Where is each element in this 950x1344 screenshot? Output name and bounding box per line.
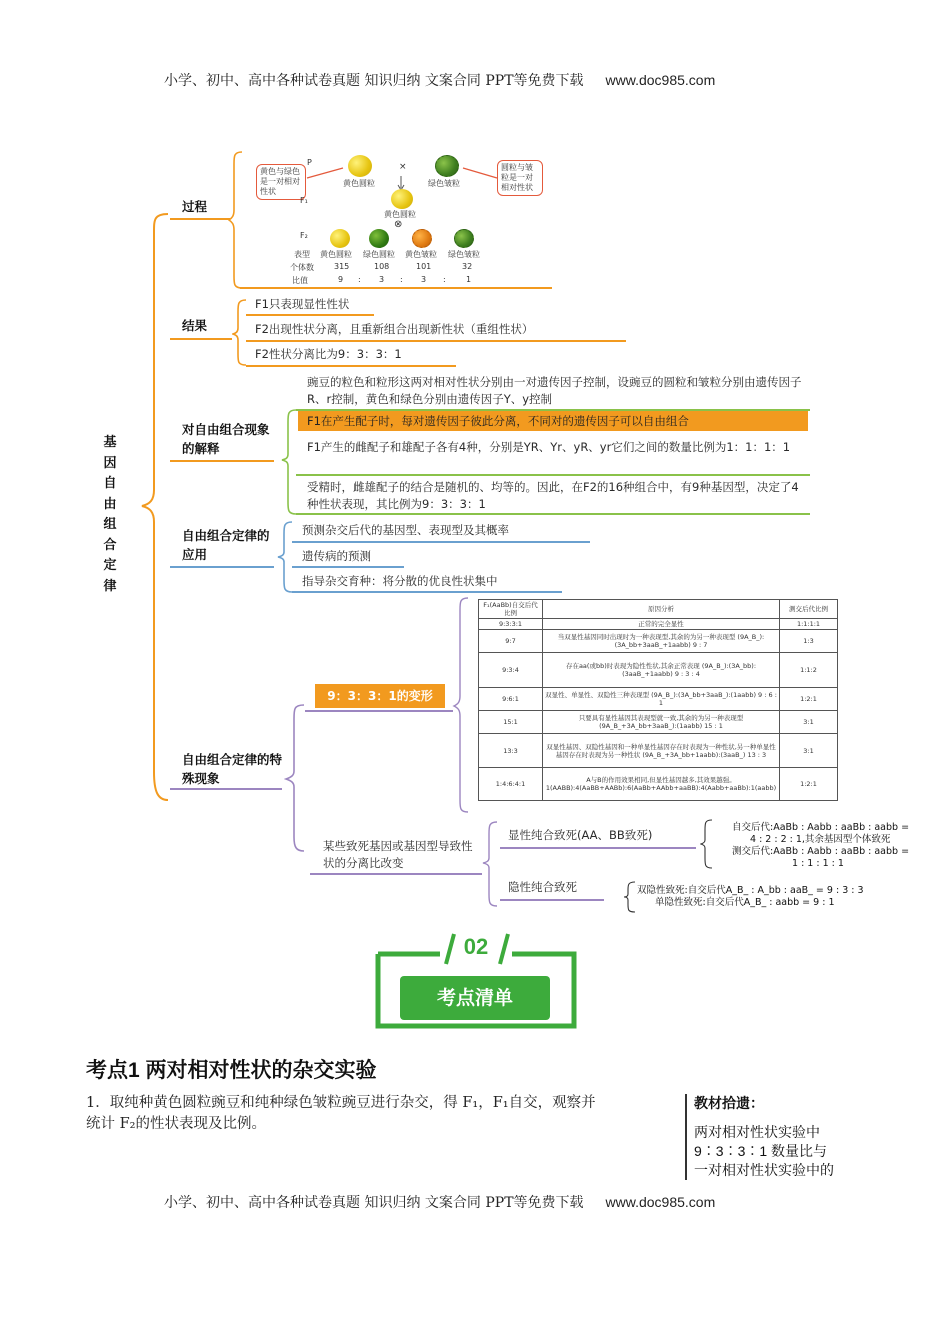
application-underline	[170, 566, 274, 568]
cell-analysis-2: 存在aa(或bb)时表现为隐性性状,其余正常表现 (9A_B_):(3A_bb):(3aaB_+1aabb) 9 : 3 : 4	[543, 653, 780, 688]
f1-phenotype: 黄色圆粒	[384, 210, 416, 219]
special-underline	[170, 788, 282, 790]
cell-test-3: 1:2:1	[780, 688, 838, 711]
pea-f2-yellow-wrinkled	[412, 229, 432, 248]
f2-ratio-4: 1	[466, 275, 472, 284]
cell-ratio-1: 9:7	[479, 630, 543, 653]
cell-test-2: 1:1:2	[780, 653, 838, 688]
dominant-line	[500, 847, 696, 849]
f2-ratio-2: 3	[379, 275, 385, 284]
th-analysis: 原因分析	[543, 600, 780, 619]
result-brace	[232, 298, 248, 368]
recessive-lethal-label: 隐性纯合致死	[508, 880, 577, 894]
special-label: 自由组合定律的特殊现象	[182, 753, 283, 786]
pea-green-wrinkled-parent	[435, 155, 459, 177]
recessive-detail-1: 双隐性致死:自交后代A_B_ : A_bb : aaB_ = 9 : 3 : 3	[637, 885, 864, 896]
cell-test-5: 3:1	[780, 734, 838, 768]
pea-f2-green-wrinkled	[454, 229, 474, 248]
ratio-colon-3: :	[443, 275, 446, 284]
cell-analysis-6: A与B的作用效果相同,但显性基因越多,其效果越强。1(AABB):4(AaBB+AABb):6(AaBb+AAbb+aaBB):4(Aabb+aaBb):1(aabb)	[543, 768, 780, 801]
cell-ratio-3: 9:6:1	[479, 688, 543, 711]
explanation-item-3-line	[296, 513, 810, 515]
cell-analysis-1: 当双显性基因同时出现时为一种表现型,其余的为另一种表现型 (9A_B_):(3A_bb+3aaB_+1aabb) 9 : 7	[543, 630, 780, 653]
lethal-brace	[481, 820, 501, 908]
footer-text: 小学、初中、高中各种试卷真题 知识归纳 文案合同 PPT等免费下载	[164, 1195, 584, 1211]
result-item-2: F2出现性状分离，且重新组合出现新性状（重组性状）	[255, 322, 534, 336]
process-underline	[170, 218, 230, 220]
explanation-highlight: F1在产生配子时，每对遗传因子彼此分离，不同对的遗传因子可以自由组合	[298, 411, 808, 431]
dominant-detail-4: 1 : 1 : 1 : 1	[792, 858, 844, 869]
result-item-2-line	[246, 340, 626, 342]
recessive-line	[500, 899, 604, 901]
variant-line	[305, 710, 453, 712]
th-ratio: F₁(AaBb)自交后代比例	[479, 600, 543, 619]
table-brace	[452, 596, 472, 814]
th-testcross: 测交后代比例	[780, 600, 838, 619]
explanation-label: 对自由组合现象的解释	[182, 423, 270, 456]
result-underline	[170, 338, 232, 340]
explanation-underline	[170, 460, 274, 462]
result-item-1: F1只表现显性性状	[255, 297, 350, 311]
banner-label: 考点清单	[400, 976, 550, 1020]
process-brace	[228, 150, 244, 290]
cell-subheader: 正常的完全显性	[543, 619, 780, 630]
paragraph-line-2: 统计 F₂的性状表现及比例。	[86, 1116, 266, 1132]
paragraph-line-1: 1．取纯种黄色圆粒豌豆和纯种绿色皱粒豌豆进行杂交，得 F₁，F₁自交，观察并	[86, 1095, 596, 1111]
cell-analysis-3: 双显性、单显性、双隐性三种表现型 (9A_B_):(3A_bb+3aaB_):(1aabb) 9 : 6 : 1	[543, 688, 780, 711]
page-footer	[164, 1192, 715, 1212]
application-item-1-line	[292, 541, 590, 543]
application-item-2: 遗传病的预测	[302, 549, 371, 563]
process-bottom-line	[240, 287, 552, 289]
parent1-label: 黄色圆粒	[343, 179, 375, 188]
ratio-table	[478, 599, 838, 801]
application-label: 自由组合定律的应用	[182, 529, 270, 562]
cell-test-0: 1:1:1:1	[780, 619, 838, 630]
f2-phenotype-1: 黄色圆粒	[320, 250, 352, 259]
application-item-3: 指导杂交育种：将分散的优良性状集中	[302, 574, 498, 588]
cross-symbol: ×	[399, 162, 407, 172]
row-count-label: 个体数	[290, 263, 314, 272]
section-paragraph	[86, 1093, 680, 1135]
callout-color-trait: 黄色与绿色是一对相对性状	[256, 164, 306, 200]
f2-phenotype-4: 绿色皱粒	[448, 250, 480, 259]
cell-test-1: 1:3	[780, 630, 838, 653]
pea-yellow-round-f1	[391, 189, 413, 209]
ratio-colon-1: :	[358, 275, 361, 284]
application-item-3-line	[292, 591, 562, 593]
cell-analysis-5: 双显性基因、双隐性基因和一种单显性基因存在时表现为一种性状,另一种单显性基因存在时表现为另一种性状 (9A_B_+3A_bb+1aabb):(3aaB_) 13 : 3	[543, 734, 780, 768]
variant-label: 9：3：3：1的变形	[315, 684, 445, 708]
recessive-detail-2: 单隐性致死:自交后代A_B_ : aabb = 9 : 1	[655, 897, 835, 908]
f2-count-1: 315	[334, 262, 350, 271]
lethal-label: 某些致死基因或基因型导致性状的分离比改变	[323, 839, 473, 870]
p-label: P	[307, 158, 312, 167]
f2-ratio-1: 9	[338, 275, 344, 284]
f2-phenotype-3: 黄色皱粒	[405, 250, 437, 259]
pea-yellow-round-parent	[348, 155, 372, 177]
dominant-lethal-label: 显性纯合致死(AA、BB致死)	[508, 828, 653, 842]
side-note-body	[694, 1123, 834, 1180]
special-brace	[284, 703, 308, 853]
banner-number: 02	[463, 934, 489, 959]
f2-ratio-3: 3	[421, 275, 427, 284]
cell-ratio-2: 9:3:4	[479, 653, 543, 688]
section-title: 考点1 两对相对性状的杂交实验	[86, 1059, 377, 1082]
cell-ratio-4: 15:1	[479, 711, 543, 734]
cell-ratio-5: 13:3	[479, 734, 543, 768]
side-note-title: 教材拾遗：	[694, 1095, 764, 1111]
selfing-symbol: ⊗	[394, 219, 403, 230]
side-note-line-2: 9∶3∶3∶1 数量比与	[694, 1143, 828, 1159]
header-text: 小学、初中、高中各种试卷真题 知识归纳 文案合同 PPT等免费下载	[164, 73, 584, 89]
row-ratio-label: 比值	[292, 276, 308, 285]
side-note-line-3: 一对相对性状实验中的	[694, 1162, 834, 1178]
result-item-1-line	[246, 314, 374, 316]
explanation-intro: 豌豆的粒色和粒形这两对相对性状分别由一对遗传因子控制，设豌豆的圆粒和皱粒分别由遗传因子R、r控制，黄色和绿色分别由遗传因子Y、y控制	[307, 375, 802, 406]
process-label: 过程	[182, 200, 208, 214]
explanation-item-2: F1产生的雌配子和雄配子各有4种，分别是YR、Yr、yR、yr它们之间的数量比例为1：1：1：1	[307, 440, 791, 454]
footer-url: www.doc985.com	[605, 1194, 716, 1210]
result-item-3: F2性状分离比为9：3：3：1	[255, 347, 402, 361]
side-note-line-1: 两对相对性状实验中	[694, 1124, 820, 1140]
f2-count-4: 32	[462, 262, 473, 271]
f2-count-3: 101	[416, 262, 432, 271]
parent2-label: 绿色皱粒	[428, 179, 460, 188]
cell-test-6: 1:2:1	[780, 768, 838, 801]
row-phenotype-label: 表型	[294, 250, 310, 259]
explanation-brace	[280, 408, 300, 516]
f2-label: F₂	[300, 231, 308, 240]
pea-f2-green-round	[369, 229, 389, 248]
dominant-detail-2: 4 : 2 : 2 : 1,其余基因型个体致死	[750, 834, 891, 845]
callout-shape-trait: 圆粒与皱粒是一对相对性状	[497, 160, 543, 196]
explanation-item-3: 受精时，雌雄配子的结合是随机的、均等的。因此，在F2的16种组合中，有9种基因型，决定了4种性状表现，其比例为9：3：3：1	[307, 480, 799, 511]
recessive-brace	[623, 880, 637, 914]
result-label: 结果	[182, 319, 208, 333]
explanation-item-2-line	[296, 474, 810, 476]
application-item-1: 预测杂交后代的基因型、表现型及其概率	[302, 523, 509, 537]
side-divider	[685, 1094, 687, 1180]
pea-f2-yellow-round	[330, 229, 350, 248]
dominant-detail	[732, 822, 909, 870]
f1-label: F₁	[300, 196, 308, 205]
lethal-line	[310, 873, 482, 875]
header-url: www.doc985.com	[605, 72, 716, 88]
application-brace	[276, 520, 296, 594]
cell-ratio-6: 1:4:6:4:1	[479, 768, 543, 801]
cell-analysis-4: 只要具有显性基因其表现型就一致,其余的为另一种表现型 (9A_B_+3A_bb+3aaB_):(1aabb) 15 : 1	[543, 711, 780, 734]
f2-phenotype-2: 绿色圆粒	[363, 250, 395, 259]
root-label: 基因自由组合定律	[103, 434, 117, 593]
application-item-2-line	[292, 566, 404, 568]
f2-count-2: 108	[374, 262, 390, 271]
dominant-detail-1: 自交后代:AaBb : Aabb : aaBb : aabb =	[732, 822, 910, 833]
cell-test-4: 3:1	[780, 711, 838, 734]
result-item-3-line	[246, 365, 456, 367]
dominant-brace	[700, 818, 714, 870]
dominant-detail-3: 测交后代:AaBb : Aabb : aaBb : aabb =	[732, 846, 910, 857]
ratio-colon-2: :	[400, 275, 403, 284]
recessive-detail	[637, 885, 864, 909]
cell-ratio-0: 9:3:3:1	[479, 619, 543, 630]
root-brace	[140, 212, 170, 802]
